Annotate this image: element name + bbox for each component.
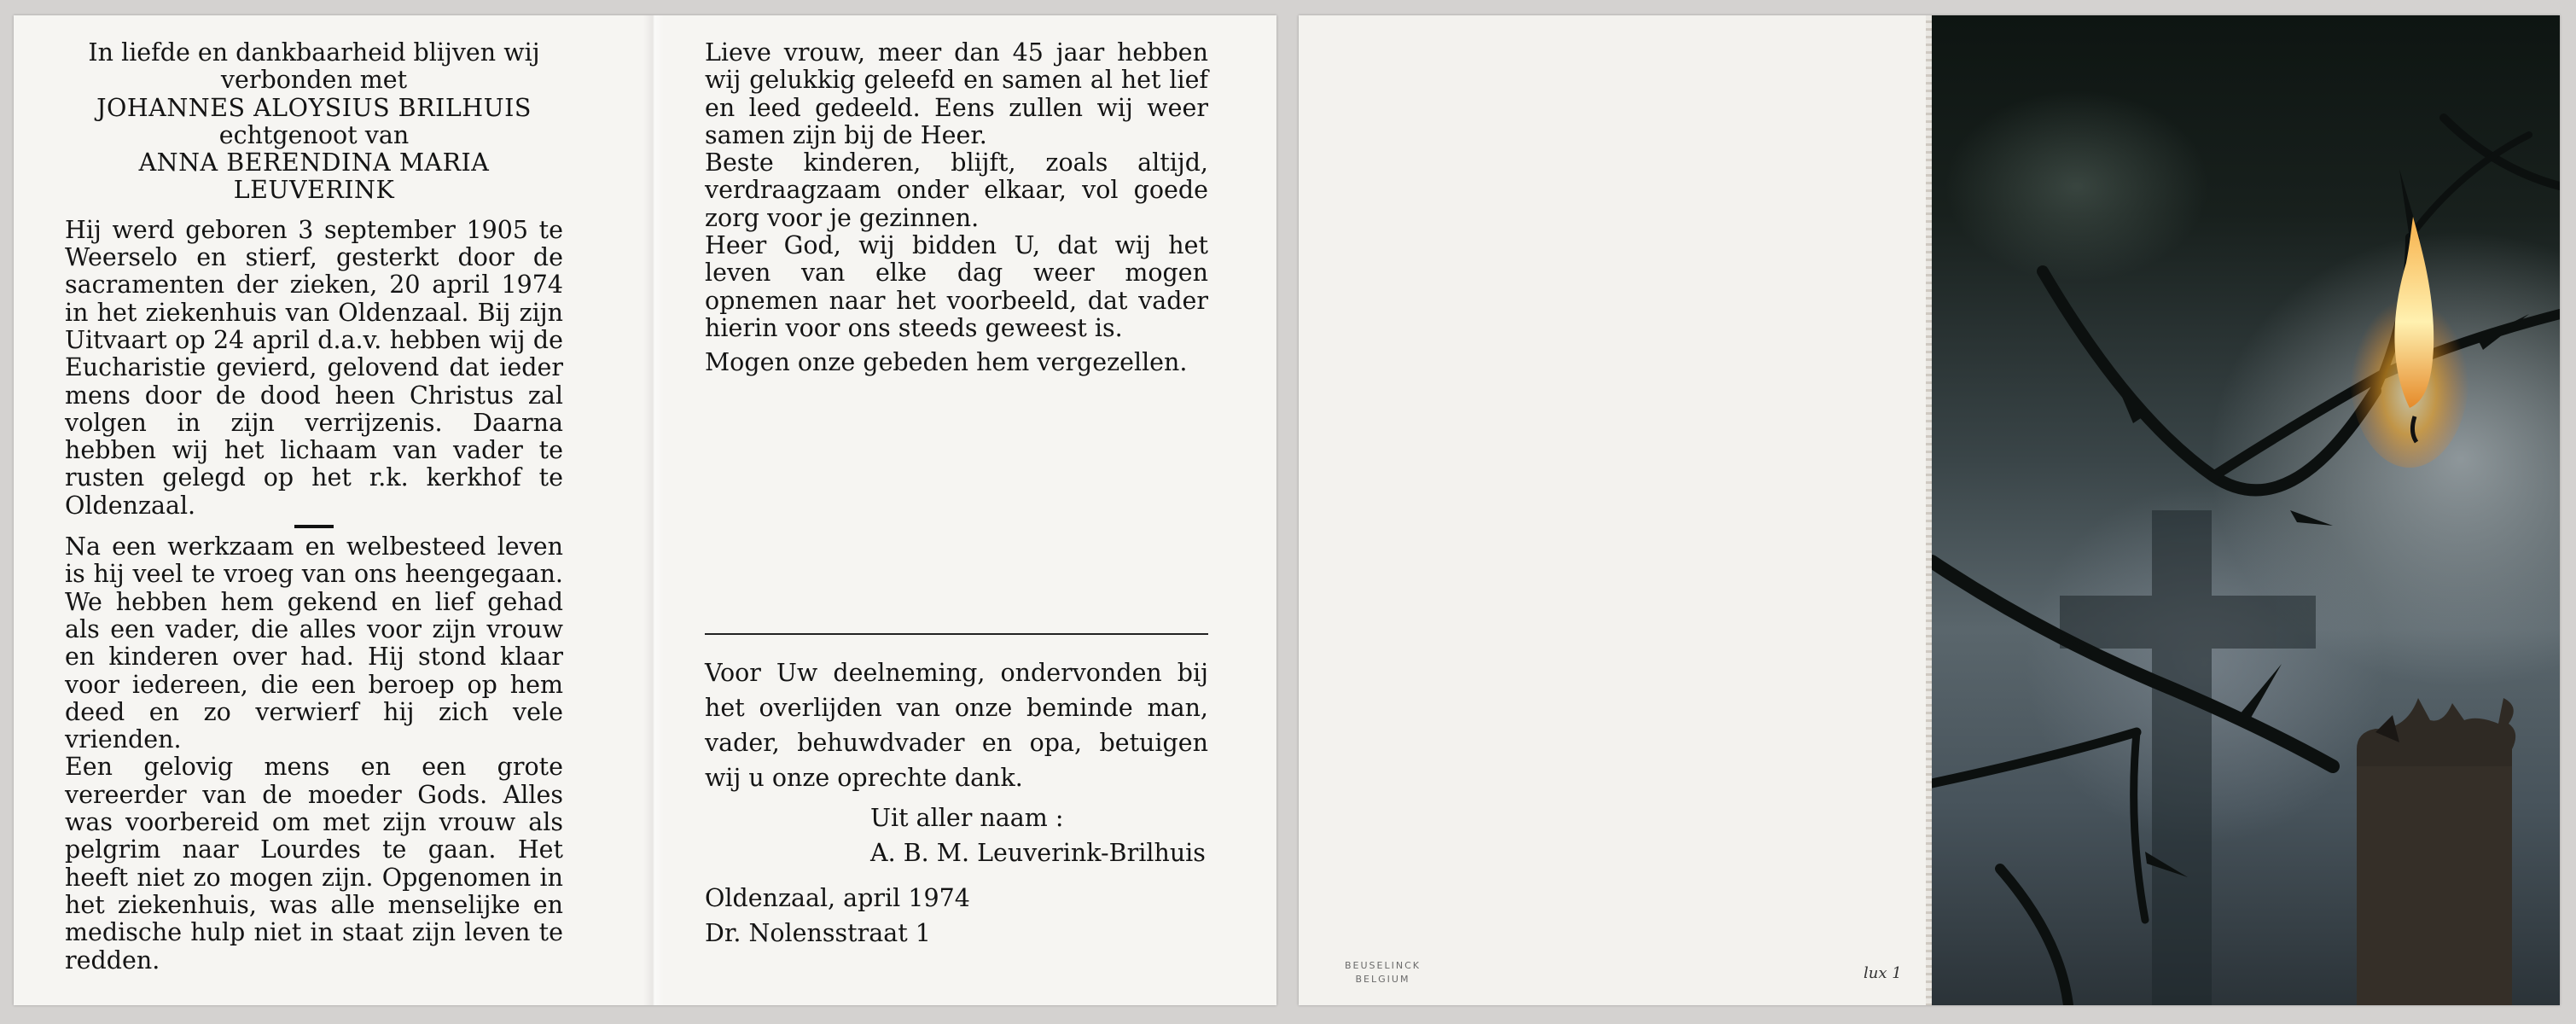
place-date: Oldenzaal, april 1974 xyxy=(705,884,970,912)
cross-shape xyxy=(2060,510,2316,1005)
candle-thorns-illustration xyxy=(1932,15,2560,1005)
spouse-name: ANNA BERENDINA MARIA LEUVERINK xyxy=(138,148,490,205)
divider xyxy=(294,525,334,528)
thanks-text: Voor Uw deelneming, ondervonden bij het overlijden van onze beminde man, vader, behuwdvader en opa, betuigen wij u onze oprechte dank. xyxy=(705,659,1208,792)
signature-name: A. B. M. Leuverink-Brilhuis xyxy=(870,839,1206,867)
thanks-panel xyxy=(705,655,1208,951)
candle-photo xyxy=(1932,15,2560,1005)
closing-prayer: Mogen onze gebeden hem vergezellen. xyxy=(705,348,1188,377)
printer-mark xyxy=(1345,959,1421,986)
spouse-label: echtgenoot van xyxy=(218,120,410,149)
biography-paragraph: Hij werd geboren 3 september 1905 te Weerselo en stierf, gesterkt door de sacramenten der zieken, 20 april 1974 in het ziekenhuis van Oldenzaal. Bij zijn Uitvaart op 24 april d.a.v. hebben wij de Eucharistie gevierd, gelovend dat ieder mens door de dood heen Christus zal volgen in zijn verrijzenis. Daarna hebben wij het lichaam van vader te rusten gelegd op het r.k. kerkhof te Oldenzaal. xyxy=(65,215,563,520)
message-wife: Lieve vrouw, meer dan 45 jaar hebben wij gelukkig geleefd en samen al het lief en leed gedeeld. Eens zullen wij weer samen zijn bij de Heer. xyxy=(705,38,1208,149)
right-text-panel xyxy=(705,39,1208,377)
series-mark: lux 1 xyxy=(1864,964,1902,982)
faith-paragraph: Een gelovig mens en een grote vereerder van de moeder Gods. Alles was voorbereid om met zijn vrouw als pelgrim naar Lourdes te gaan. Het heeft niet zo mogen zijn. Opgenomen in het ziekenhuis, was alle menselijke en medische hulp niet in staat zijn leven te redden. xyxy=(65,753,563,975)
life-paragraph: Na een werkzaam en welbesteed leven is hij veel te vroeg van ons heengegaan. We hebben hem gekend en lief gehad als een vader, die alles voor zijn vrouw en kinderen over had. Hij stond klaar voor iedereen, die een beroep op hem deed en zo verwierf hij zich vele vrienden. xyxy=(65,532,563,754)
deceased-name: JOHANNES ALOYSIUS BRILHUIS xyxy=(96,93,532,122)
address: Dr. Nolensstraat 1 xyxy=(705,919,931,947)
printer-country: BELGIUM xyxy=(1355,974,1410,985)
card-fold xyxy=(643,15,664,1005)
signature-label: Uit aller naam : xyxy=(870,804,1064,832)
message-children: Beste kinderen, blijft, zoals altijd, verdraagzaam onder elkaar, vol goede zorg voor je gezinnen. xyxy=(705,148,1208,232)
left-text-panel xyxy=(65,39,563,975)
printer-name: BEUSELINCK xyxy=(1345,960,1421,971)
prayer: Heer God, wij bidden U, dat wij het leven van elke dag weer mogen opnemen naar het voorbeeld, dat vader hierin voor ons steeds geweest is. xyxy=(705,231,1208,342)
intro-text: In liefde en dankbaarheid blijven wij verbonden met xyxy=(88,38,540,95)
divider-line xyxy=(705,633,1208,635)
